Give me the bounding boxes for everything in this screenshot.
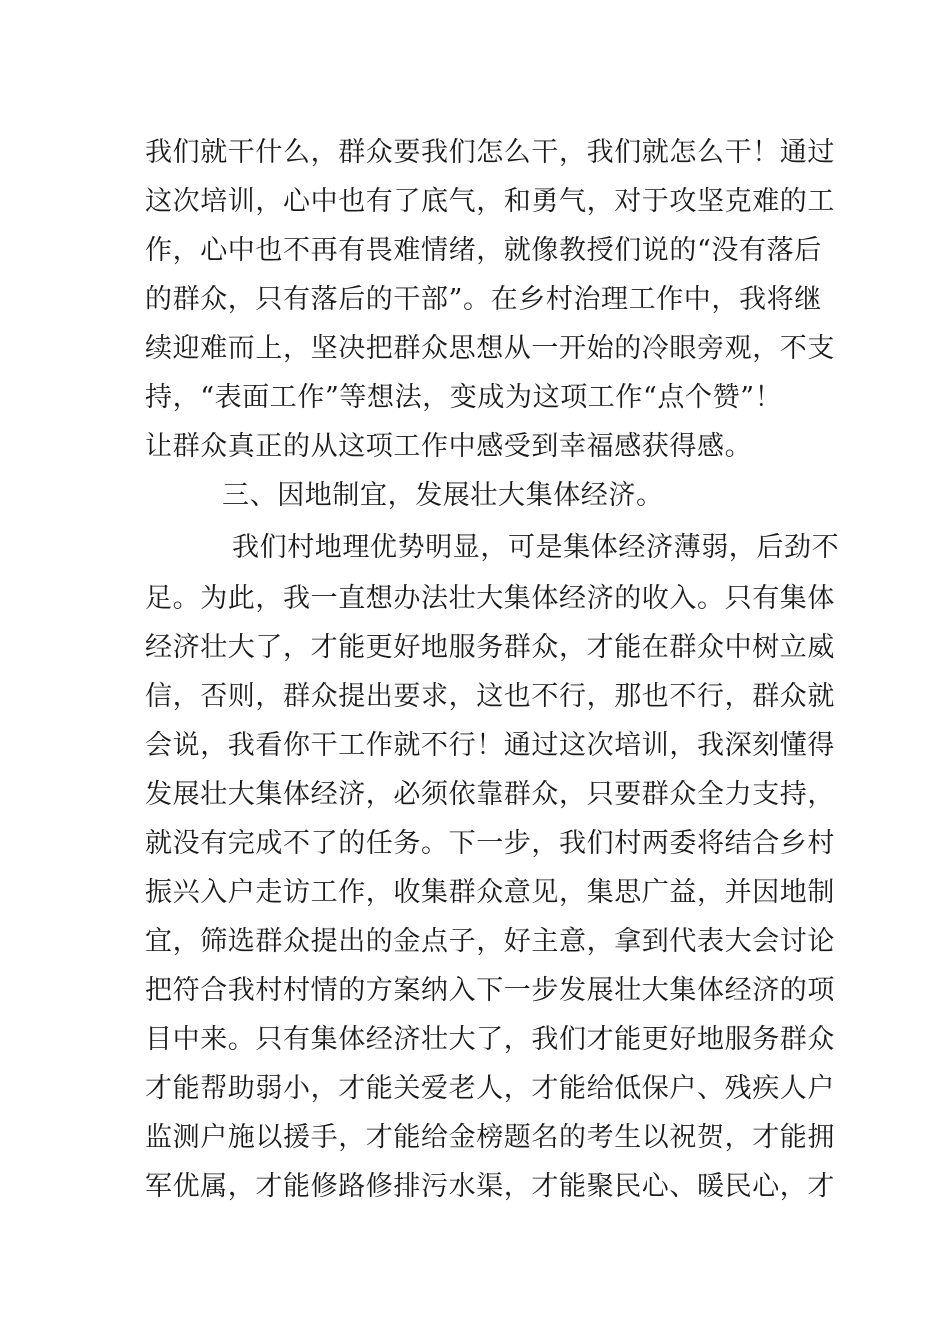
text-line-21: 监测户施以援手，才能给金榜题名的考生以祝贺，才能拥	[145, 1122, 835, 1153]
text-line-9: 我们村地理优势明显，可是集体经济薄弱，后劲不	[232, 532, 840, 563]
section-heading: 三、因地制宜，发展壮大集体经济。	[222, 480, 664, 511]
text-line-16: 振兴入户走访工作，收集群众意见，集思广益，并因地制	[145, 877, 835, 908]
text-line-7: 让群众真正的从这项工作中感受到幸福感获得感。	[145, 431, 753, 462]
text-line-13: 会说，我看你干工作就不行！通过这次培训，我深刻懂得	[145, 730, 835, 761]
text-line-22: 军优属，才能修路修排污水渠，才能聚民心、暖民心，才	[145, 1171, 835, 1202]
text-line-2: 这次培训，心中也有了底气，和勇气，对于攻坚克难的工	[145, 186, 835, 217]
text-line-20: 才能帮助弱小，才能关爱老人，才能给低保户、残疾人户	[145, 1073, 835, 1104]
text-line-19: 目中来。只有集体经济壮大了，我们才能更好地服务群众	[145, 1024, 835, 1055]
text-line-11: 经济壮大了，才能更好地服务群众，才能在群众中树立威	[145, 632, 835, 663]
text-line-17: 宜，筛选群众提出的金点子，好主意，拿到代表大会讨论	[145, 926, 835, 957]
text-line-15: 就没有完成不了的任务。下一步，我们村两委将结合乡村	[145, 828, 835, 859]
text-line-18: 把符合我村村情的方案纳入下一步发展壮大集体经济的项	[145, 975, 835, 1006]
text-line-1: 我们就干什么，群众要我们怎么干，我们就怎么干！通过	[145, 137, 835, 168]
text-line-4: 的群众，只有落后的干部”。在乡村治理工作中，我将继	[145, 284, 822, 315]
text-line-5: 续迎难而上，坚决把群众思想从一开始的冷眼旁观，不支	[145, 333, 835, 364]
text-line-6: 持，“表面工作”等想法，变成为这项工作“点个赞”！	[145, 382, 783, 413]
text-line-12: 信，否则，群众提出要求，这也不行，那也不行，群众就	[145, 681, 835, 712]
text-line-10: 足。为此，我一直想办法壮大集体经济的收入。只有集体	[145, 583, 835, 614]
text-line-3: 作，心中也不再有畏难情绪，就像教授们说的“没有落后	[145, 235, 822, 266]
text-line-14: 发展壮大集体经济，必须依靠群众，只要群众全力支持，	[145, 779, 835, 810]
